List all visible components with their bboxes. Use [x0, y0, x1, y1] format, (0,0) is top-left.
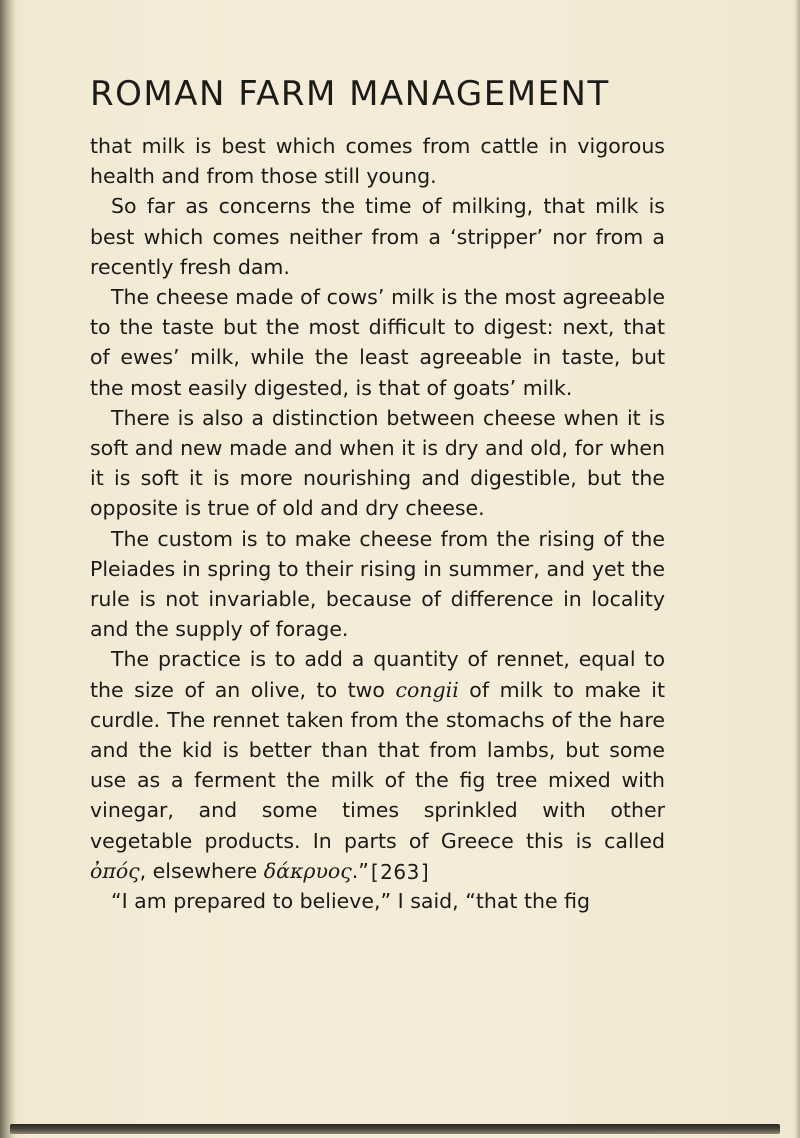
page-bottom-edge: [10, 1124, 780, 1134]
paragraph-7: “I am prepared to believe,” I said, “that the fig: [111, 889, 591, 914]
body-text: [90, 131, 665, 916]
paragraph-6-part-2: of milk to make it curdle. The rennet taken from the stomachs of the hare and the kid is better than that from lambs, but some use as a ferment the milk of the fig tree mixed with vinegar, and some times sprinkled with other vegetable products. In parts of Greece this is called: [90, 677, 665, 853]
greek-term-opos: ὀπός: [90, 858, 140, 883]
folio-right-bracket: ]: [420, 860, 430, 884]
paragraph-6-part-1: The practice is to add a quantity of rennet, equal to the size of an olive, to two: [90, 647, 665, 702]
page-right-edge: [794, 0, 800, 1138]
paragraph-1: that milk is best which comes from cattle in vigorous health and from those still young.: [90, 134, 665, 189]
folio-left-bracket: [: [370, 860, 380, 884]
folio-number: 263: [380, 860, 420, 884]
paragraph-6: [90, 644, 665, 886]
running-head: ROMAN FARM MANAGEMENT: [90, 74, 610, 114]
paragraph-6-part-4: .”: [351, 858, 369, 883]
paragraph-4: There is also a distinction between cheese when it is soft and new made and when it is dry and old, for when it is soft it is more nourishing and digestible, but the opposite is true of old and dry cheese.: [90, 405, 665, 521]
page-gutter-shadow: [0, 0, 16, 1138]
paragraph-3: The cheese made of cows’ milk is the most agreeable to the taste but the most difficult to digest: next, that of ewes’ milk, while the least agreeable in taste, but the most easily digested, is that of goats’ milk.: [90, 285, 665, 400]
paragraph-6-part-3: , elsewhere: [139, 858, 264, 883]
paragraph-2: So far as concerns the time of milking, that milk is best which comes neither from a ‘stripper’ nor from a recently fresh dam.: [90, 194, 665, 279]
page-number: [0, 860, 800, 884]
greek-term-dakruos: δάκρυος: [263, 858, 352, 883]
paragraph-5: The custom is to make cheese from the rising of the Pleiades in spring to their rising in summer, and yet the rule is not invariable, because of difference in locality and the supply of forage.: [90, 526, 665, 642]
italic-term-congii: congii: [395, 677, 459, 702]
